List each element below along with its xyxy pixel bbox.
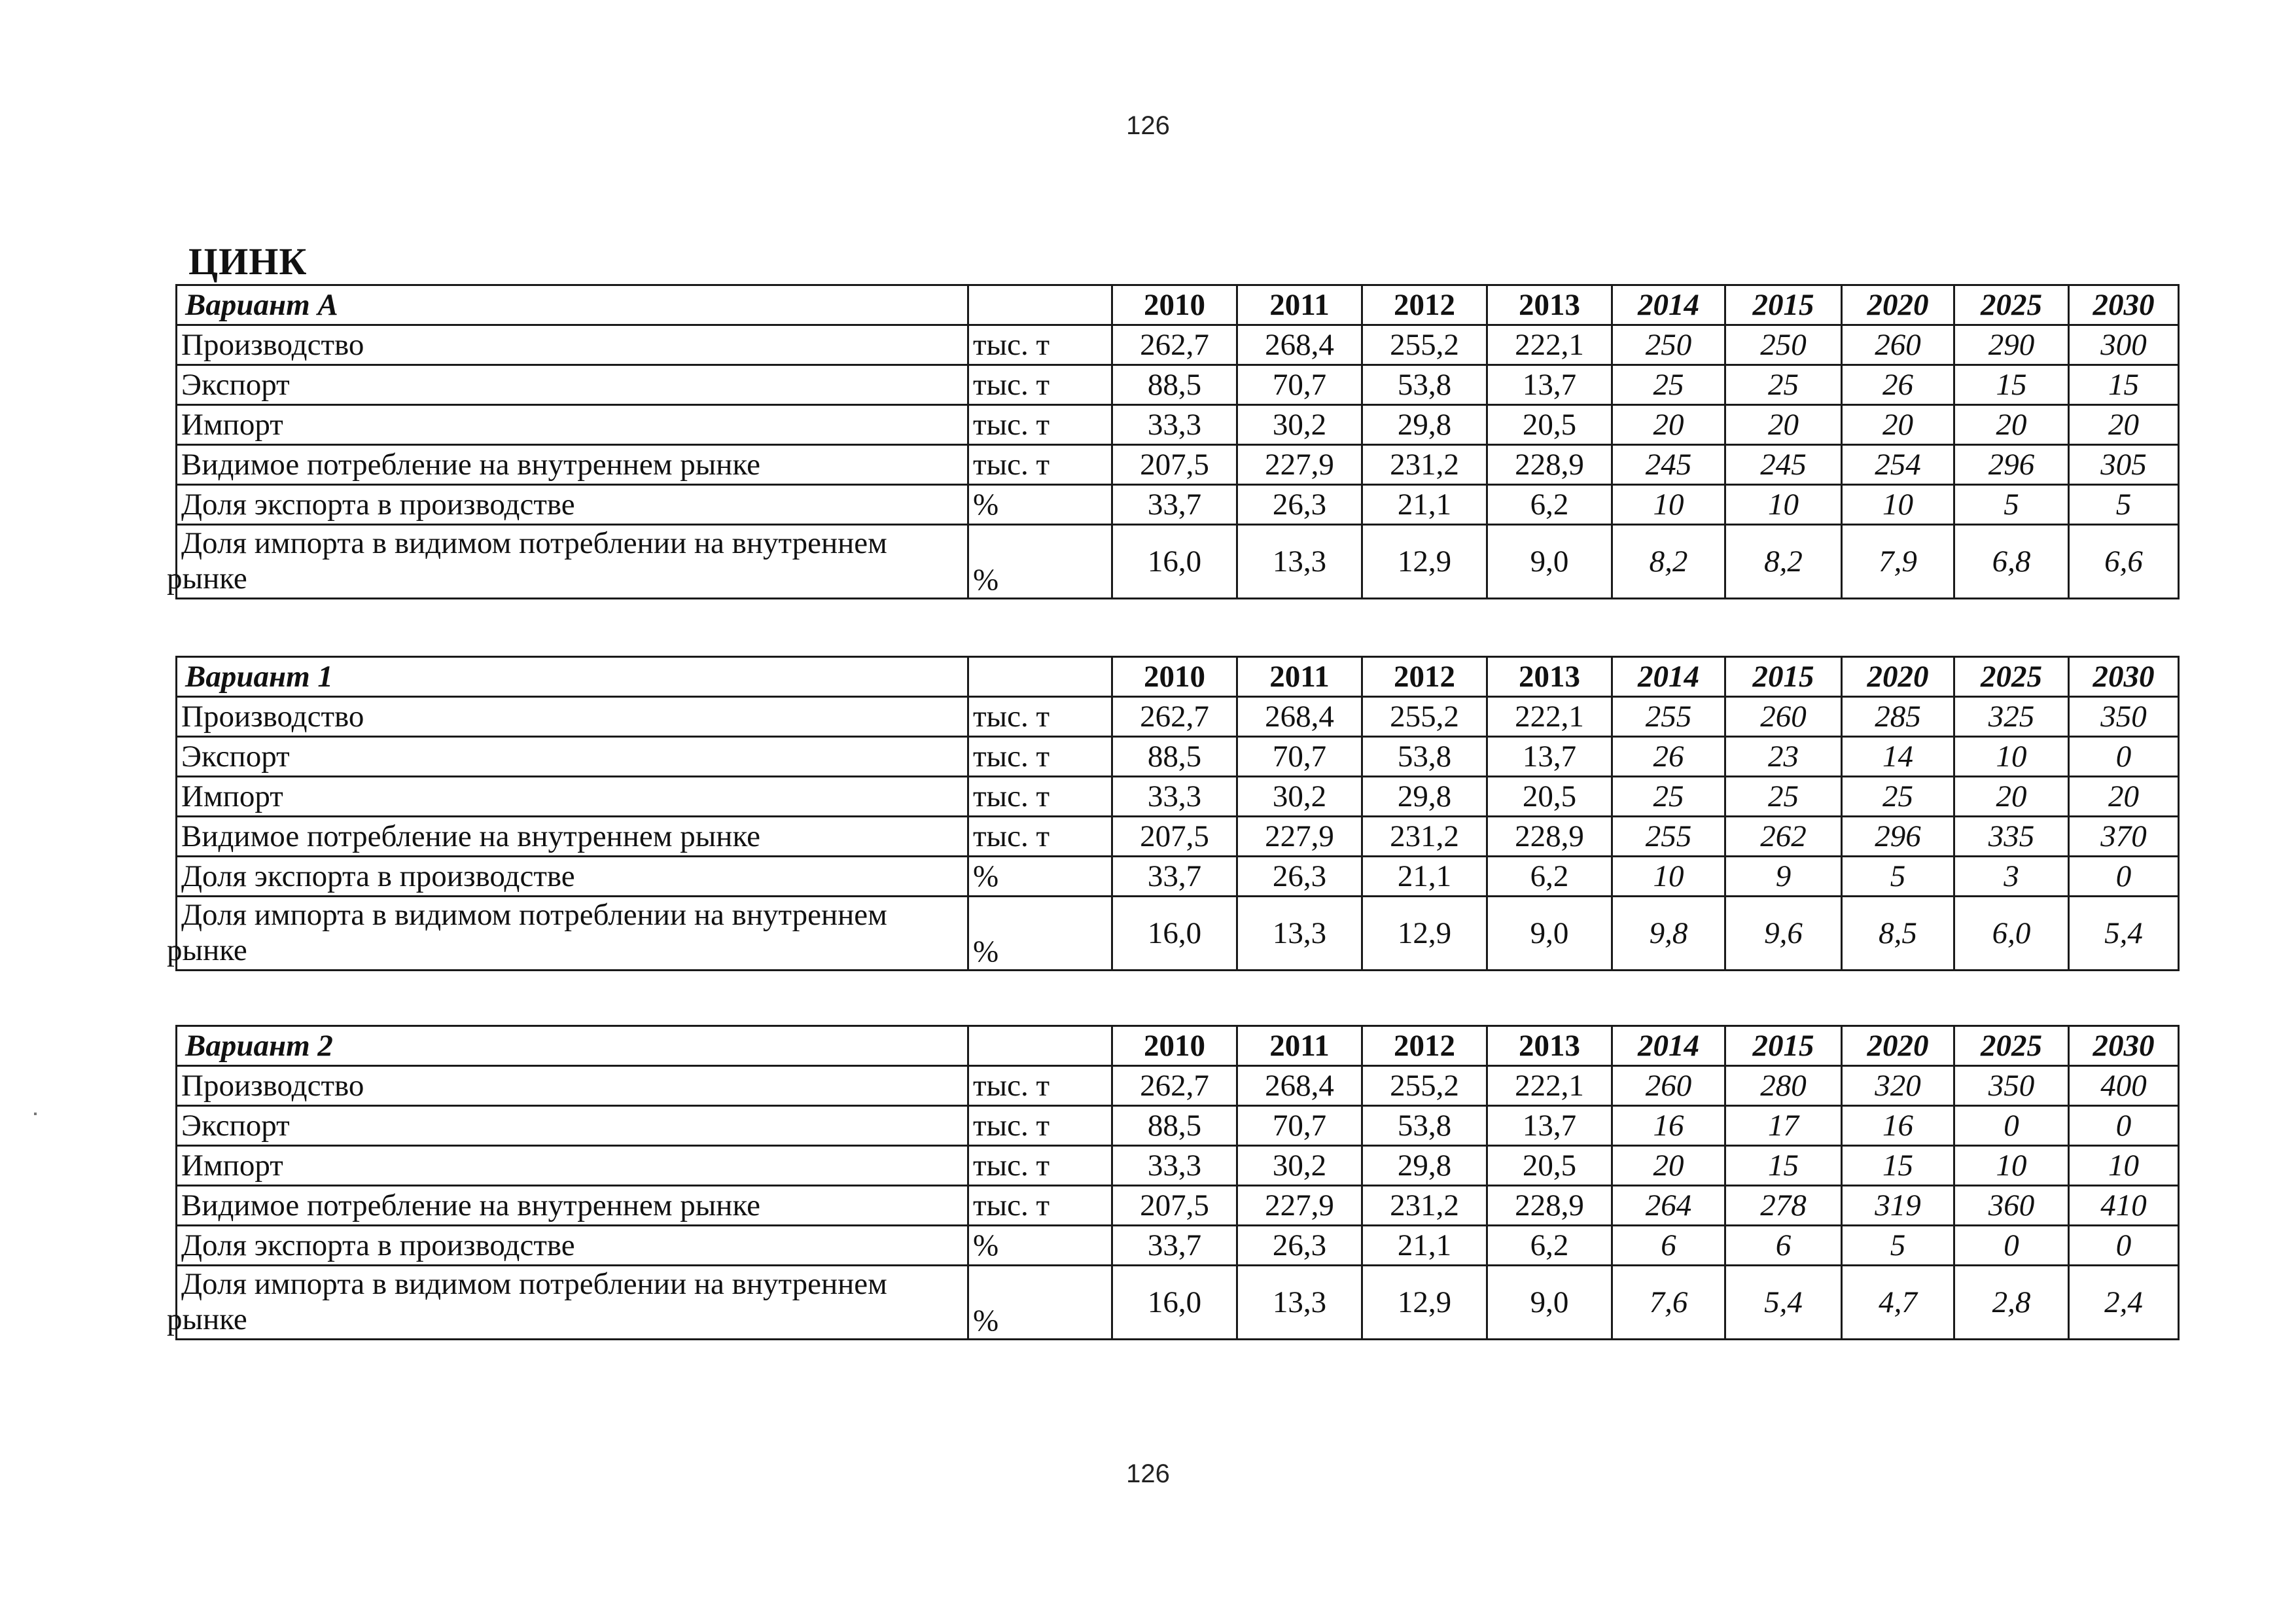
value-cell: 12,9	[1362, 897, 1487, 971]
value-cell: 227,9	[1237, 817, 1362, 857]
table-row	[177, 325, 2179, 365]
value-cell: 260	[1612, 1066, 1725, 1106]
unit-header-cell	[968, 657, 1112, 697]
value-cell: 5	[1842, 857, 1954, 897]
year-header-cell: 2030	[2069, 285, 2179, 325]
year-header-cell: 2030	[2069, 1026, 2179, 1066]
value-cell: 228,9	[1487, 445, 1612, 485]
value-cell: 300	[2069, 325, 2179, 365]
value-cell: 228,9	[1487, 817, 1612, 857]
value-cell: 227,9	[1237, 1186, 1362, 1226]
table-header-row	[177, 657, 2179, 697]
value-cell: 6	[1725, 1226, 1842, 1266]
row-label: Видимое потребление на внутреннем рынке	[177, 1186, 968, 1226]
value-cell: 325	[1954, 697, 2069, 737]
value-cell: 296	[1842, 817, 1954, 857]
value-cell: 4,7	[1842, 1266, 1954, 1340]
year-header-cell: 2011	[1237, 1026, 1362, 1066]
table-header-row	[177, 1026, 2179, 1066]
value-cell: 13,3	[1237, 525, 1362, 599]
value-cell: 231,2	[1362, 817, 1487, 857]
row-unit: тыс. т	[968, 365, 1112, 405]
value-cell: 410	[2069, 1186, 2179, 1226]
row-label: Доля экспорта в производстве	[177, 485, 968, 525]
row-label-line-2: рынке	[167, 562, 247, 596]
row-unit: тыс. т	[968, 1066, 1112, 1106]
value-cell: 8,2	[1725, 525, 1842, 599]
value-cell: 70,7	[1237, 365, 1362, 405]
table-row	[177, 525, 2179, 599]
year-header-cell: 2012	[1362, 285, 1487, 325]
year-header-cell: 2014	[1612, 657, 1725, 697]
value-cell: 227,9	[1237, 445, 1362, 485]
value-cell: 245	[1725, 445, 1842, 485]
row-label: Доля экспорта в производстве	[177, 1226, 968, 1266]
value-cell: 290	[1954, 325, 2069, 365]
unit-header-cell	[968, 1026, 1112, 1066]
table-row	[177, 817, 2179, 857]
value-cell: 8,2	[1612, 525, 1725, 599]
value-cell: 255	[1612, 817, 1725, 857]
table-variant-1	[167, 656, 2180, 971]
value-cell: 360	[1954, 1186, 2069, 1226]
value-cell: 0	[1954, 1226, 2069, 1266]
value-cell: 7,6	[1612, 1266, 1725, 1340]
value-cell: 350	[2069, 697, 2179, 737]
row-label: Видимое потребление на внутреннем рынке	[177, 445, 968, 485]
value-cell: 16,0	[1112, 525, 1237, 599]
value-cell: 400	[2069, 1066, 2179, 1106]
value-cell: 21,1	[1362, 1226, 1487, 1266]
value-cell: 25	[1725, 777, 1842, 817]
value-cell: 14	[1842, 737, 1954, 777]
value-cell: 13,7	[1487, 365, 1612, 405]
row-label: Производство	[177, 697, 968, 737]
value-cell: 16	[1842, 1106, 1954, 1146]
value-cell: 26	[1842, 365, 1954, 405]
value-cell: 260	[1842, 325, 1954, 365]
value-cell: 335	[1954, 817, 2069, 857]
value-cell: 320	[1842, 1066, 1954, 1106]
row-label-line-2: рынке	[167, 933, 247, 967]
row-label: Видимое потребление на внутреннем рынке	[177, 817, 968, 857]
value-cell: 53,8	[1362, 1106, 1487, 1146]
value-cell: 13,7	[1487, 737, 1612, 777]
row-label-line-1: Доля импорта в видимом потреблении на внутреннем	[181, 526, 887, 560]
year-header-cell: 2014	[1612, 285, 1725, 325]
value-cell: 7,9	[1842, 525, 1954, 599]
value-cell: 250	[1725, 325, 1842, 365]
value-cell: 12,9	[1362, 1266, 1487, 1340]
value-cell: 20	[1954, 777, 2069, 817]
value-cell: 207,5	[1112, 817, 1237, 857]
value-cell: 6,2	[1487, 485, 1612, 525]
table-row	[177, 777, 2179, 817]
row-label: Экспорт	[177, 737, 968, 777]
value-cell: 5	[2069, 485, 2179, 525]
value-cell: 319	[1842, 1186, 1954, 1226]
value-cell: 10	[2069, 1146, 2179, 1186]
value-cell: 15	[2069, 365, 2179, 405]
value-cell: 264	[1612, 1186, 1725, 1226]
value-cell: 305	[2069, 445, 2179, 485]
scan-artifact	[34, 1113, 37, 1115]
year-header-cell: 2010	[1112, 1026, 1237, 1066]
row-label: Импорт	[177, 405, 968, 445]
year-header-cell: 2025	[1954, 657, 2069, 697]
value-cell: 15	[1725, 1146, 1842, 1186]
year-header-cell: 2015	[1725, 657, 1842, 697]
year-header-cell: 2010	[1112, 657, 1237, 697]
table-row	[177, 1186, 2179, 1226]
value-cell: 29,8	[1362, 777, 1487, 817]
table-row	[177, 1226, 2179, 1266]
year-header-cell: 2011	[1237, 285, 1362, 325]
value-cell: 53,8	[1362, 365, 1487, 405]
value-cell: 9,6	[1725, 897, 1842, 971]
value-cell: 222,1	[1487, 325, 1612, 365]
value-cell: 262,7	[1112, 1066, 1237, 1106]
page-number-bottom: 126	[1126, 1459, 1170, 1488]
table-row	[177, 485, 2179, 525]
year-header-cell: 2020	[1842, 1026, 1954, 1066]
value-cell: 8,5	[1842, 897, 1954, 971]
value-cell: 0	[2069, 1226, 2179, 1266]
row-label-line-2: рынке	[167, 1302, 247, 1336]
year-header-cell: 2014	[1612, 1026, 1725, 1066]
year-header-cell: 2020	[1842, 657, 1954, 697]
row-unit: тыс. т	[968, 737, 1112, 777]
year-header-cell: 2012	[1362, 657, 1487, 697]
year-header-cell: 2025	[1954, 1026, 2069, 1066]
value-cell: 231,2	[1362, 445, 1487, 485]
value-cell: 33,3	[1112, 777, 1237, 817]
value-cell: 245	[1612, 445, 1725, 485]
value-cell: 262,7	[1112, 697, 1237, 737]
year-header-cell: 2015	[1725, 1026, 1842, 1066]
table-row	[177, 365, 2179, 405]
value-cell: 10	[1954, 1146, 2069, 1186]
value-cell: 20,5	[1487, 777, 1612, 817]
value-cell: 20	[2069, 777, 2179, 817]
row-unit: %	[968, 485, 1112, 525]
table-variant-2	[167, 1025, 2180, 1340]
row-label: Экспорт	[177, 1106, 968, 1146]
value-cell: 33,3	[1112, 405, 1237, 445]
row-unit: тыс. т	[968, 325, 1112, 365]
value-cell: 207,5	[1112, 1186, 1237, 1226]
row-unit: %	[968, 1226, 1112, 1266]
row-label: Импорт	[177, 777, 968, 817]
row-unit: %	[968, 897, 1112, 971]
variant-title: Вариант 2	[177, 1026, 968, 1066]
row-label: Производство	[177, 1066, 968, 1106]
variant-title: Вариант 1	[177, 657, 968, 697]
row-unit: тыс. т	[968, 1146, 1112, 1186]
value-cell: 280	[1725, 1066, 1842, 1106]
value-cell: 25	[1725, 365, 1842, 405]
value-cell: 6,8	[1954, 525, 2069, 599]
value-cell: 9,8	[1612, 897, 1725, 971]
value-cell: 6,0	[1954, 897, 2069, 971]
value-cell: 10	[1954, 737, 2069, 777]
value-cell: 33,7	[1112, 1226, 1237, 1266]
row-unit: %	[968, 525, 1112, 599]
year-header-cell: 2010	[1112, 285, 1237, 325]
table-row	[177, 897, 2179, 971]
value-cell: 9,0	[1487, 897, 1612, 971]
row-label-line-1: Доля импорта в видимом потреблении на внутреннем	[181, 1267, 887, 1301]
value-cell: 255,2	[1362, 325, 1487, 365]
value-cell: 88,5	[1112, 737, 1237, 777]
value-cell: 2,4	[2069, 1266, 2179, 1340]
table-variant-a	[167, 284, 2180, 599]
value-cell: 268,4	[1237, 1066, 1362, 1106]
row-unit: тыс. т	[968, 817, 1112, 857]
value-cell: 15	[1954, 365, 2069, 405]
value-cell: 268,4	[1237, 325, 1362, 365]
year-header-cell: 2025	[1954, 285, 2069, 325]
value-cell: 70,7	[1237, 737, 1362, 777]
value-cell: 26,3	[1237, 1226, 1362, 1266]
value-cell: 0	[2069, 737, 2179, 777]
value-cell: 16,0	[1112, 1266, 1237, 1340]
year-header-cell: 2011	[1237, 657, 1362, 697]
value-cell: 21,1	[1362, 857, 1487, 897]
value-cell: 33,7	[1112, 485, 1237, 525]
value-cell: 15	[1842, 1146, 1954, 1186]
value-cell: 231,2	[1362, 1186, 1487, 1226]
table-row	[177, 405, 2179, 445]
row-unit: тыс. т	[968, 445, 1112, 485]
row-label: Доля экспорта в производстве	[177, 857, 968, 897]
row-unit: %	[968, 1266, 1112, 1340]
value-cell: 20	[1612, 405, 1725, 445]
row-label	[167, 897, 968, 971]
row-unit: тыс. т	[968, 1106, 1112, 1146]
value-cell: 255,2	[1362, 1066, 1487, 1106]
row-unit: тыс. т	[968, 697, 1112, 737]
page-heading: ЦИНК	[188, 240, 308, 283]
table-row	[177, 1266, 2179, 1340]
table-row	[177, 697, 2179, 737]
year-header-cell: 2012	[1362, 1026, 1487, 1066]
year-header-cell: 2020	[1842, 285, 1954, 325]
value-cell: 16	[1612, 1106, 1725, 1146]
table-row	[177, 857, 2179, 897]
table-row	[177, 1106, 2179, 1146]
variant-title: Вариант А	[177, 285, 968, 325]
value-cell: 20,5	[1487, 405, 1612, 445]
value-cell: 0	[1954, 1106, 2069, 1146]
value-cell: 2,8	[1954, 1266, 2069, 1340]
value-cell: 21,1	[1362, 485, 1487, 525]
value-cell: 88,5	[1112, 365, 1237, 405]
value-cell: 30,2	[1237, 405, 1362, 445]
value-cell: 268,4	[1237, 697, 1362, 737]
value-cell: 29,8	[1362, 405, 1487, 445]
value-cell: 296	[1954, 445, 2069, 485]
value-cell: 0	[2069, 857, 2179, 897]
year-header-cell: 2030	[2069, 657, 2179, 697]
table-header-row	[177, 285, 2179, 325]
value-cell: 6,2	[1487, 857, 1612, 897]
value-cell: 207,5	[1112, 445, 1237, 485]
value-cell: 20,5	[1487, 1146, 1612, 1186]
row-unit: %	[968, 857, 1112, 897]
value-cell: 13,3	[1237, 897, 1362, 971]
value-cell: 33,3	[1112, 1146, 1237, 1186]
value-cell: 25	[1842, 777, 1954, 817]
value-cell: 10	[1612, 857, 1725, 897]
value-cell: 262,7	[1112, 325, 1237, 365]
value-cell: 260	[1725, 697, 1842, 737]
value-cell: 9,0	[1487, 525, 1612, 599]
value-cell: 228,9	[1487, 1186, 1612, 1226]
value-cell: 26	[1612, 737, 1725, 777]
value-cell: 53,8	[1362, 737, 1487, 777]
value-cell: 88,5	[1112, 1106, 1237, 1146]
table-row	[177, 1066, 2179, 1106]
value-cell: 9,0	[1487, 1266, 1612, 1340]
value-cell: 5,4	[1725, 1266, 1842, 1340]
value-cell: 278	[1725, 1186, 1842, 1226]
value-cell: 26,3	[1237, 857, 1362, 897]
value-cell: 13,3	[1237, 1266, 1362, 1340]
value-cell: 6,6	[2069, 525, 2179, 599]
value-cell: 10	[1725, 485, 1842, 525]
value-cell: 20	[2069, 405, 2179, 445]
row-unit: тыс. т	[968, 777, 1112, 817]
value-cell: 350	[1954, 1066, 2069, 1106]
row-unit: тыс. т	[968, 405, 1112, 445]
value-cell: 222,1	[1487, 697, 1612, 737]
table-row	[177, 1146, 2179, 1186]
value-cell: 13,7	[1487, 1106, 1612, 1146]
value-cell: 25	[1612, 365, 1725, 405]
year-header-cell: 2015	[1725, 285, 1842, 325]
row-label: Экспорт	[177, 365, 968, 405]
value-cell: 255	[1612, 697, 1725, 737]
value-cell: 254	[1842, 445, 1954, 485]
value-cell: 0	[2069, 1106, 2179, 1146]
row-label	[167, 525, 968, 599]
unit-header-cell	[968, 285, 1112, 325]
value-cell: 29,8	[1362, 1146, 1487, 1186]
value-cell: 20	[1612, 1146, 1725, 1186]
value-cell: 262	[1725, 817, 1842, 857]
row-label	[167, 1266, 968, 1340]
value-cell: 5,4	[2069, 897, 2179, 971]
value-cell: 33,7	[1112, 857, 1237, 897]
value-cell: 6	[1612, 1226, 1725, 1266]
value-cell: 255,2	[1362, 697, 1487, 737]
row-label-line-1: Доля импорта в видимом потреблении на внутреннем	[181, 898, 887, 932]
value-cell: 6,2	[1487, 1226, 1612, 1266]
value-cell: 10	[1612, 485, 1725, 525]
value-cell: 5	[1954, 485, 2069, 525]
value-cell: 16,0	[1112, 897, 1237, 971]
table-row	[177, 737, 2179, 777]
value-cell: 3	[1954, 857, 2069, 897]
value-cell: 9	[1725, 857, 1842, 897]
value-cell: 23	[1725, 737, 1842, 777]
year-header-cell: 2013	[1487, 285, 1612, 325]
row-label: Импорт	[177, 1146, 968, 1186]
value-cell: 20	[1842, 405, 1954, 445]
value-cell: 70,7	[1237, 1106, 1362, 1146]
year-header-cell: 2013	[1487, 657, 1612, 697]
value-cell: 30,2	[1237, 1146, 1362, 1186]
value-cell: 17	[1725, 1106, 1842, 1146]
table-row	[177, 445, 2179, 485]
page-number-top: 126	[1126, 111, 1170, 140]
row-unit: тыс. т	[968, 1186, 1112, 1226]
value-cell: 12,9	[1362, 525, 1487, 599]
value-cell: 20	[1954, 405, 2069, 445]
value-cell: 285	[1842, 697, 1954, 737]
value-cell: 370	[2069, 817, 2179, 857]
value-cell: 222,1	[1487, 1066, 1612, 1106]
value-cell: 26,3	[1237, 485, 1362, 525]
value-cell: 25	[1612, 777, 1725, 817]
value-cell: 10	[1842, 485, 1954, 525]
value-cell: 30,2	[1237, 777, 1362, 817]
row-label: Производство	[177, 325, 968, 365]
value-cell: 20	[1725, 405, 1842, 445]
value-cell: 250	[1612, 325, 1725, 365]
year-header-cell: 2013	[1487, 1026, 1612, 1066]
value-cell: 5	[1842, 1226, 1954, 1266]
